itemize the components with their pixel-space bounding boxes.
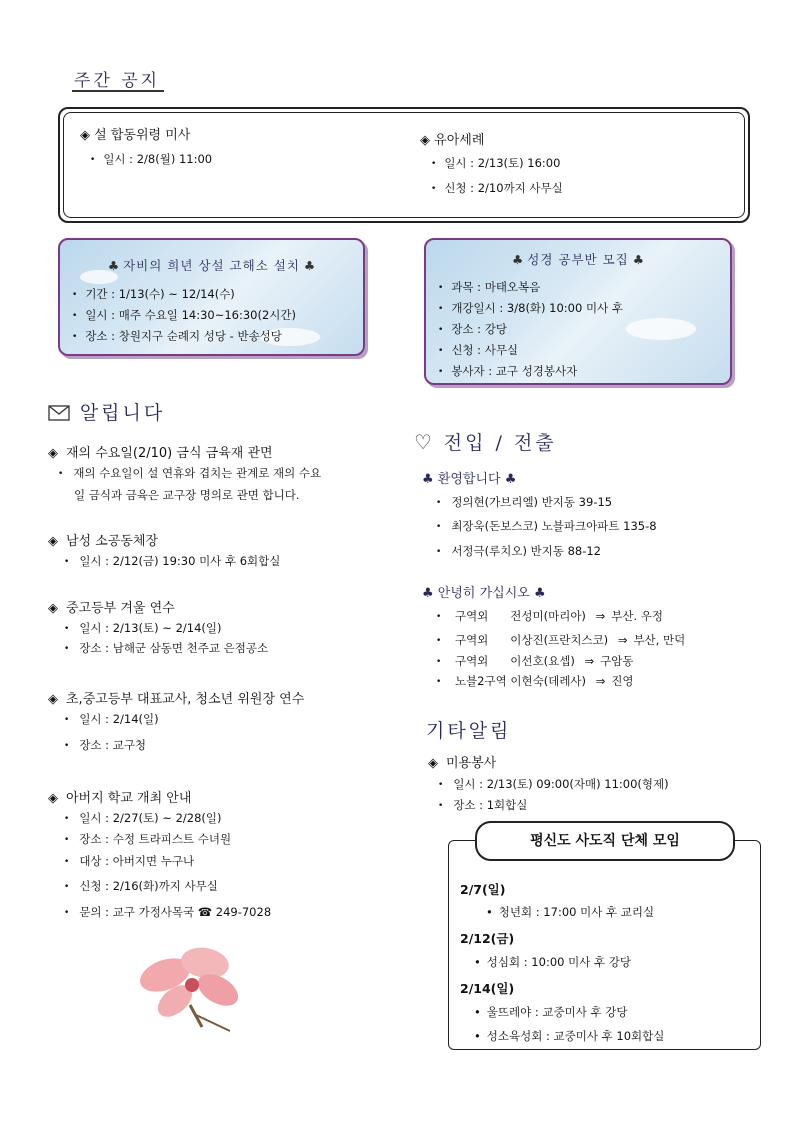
confession-item: • 기간 : 1/13(수) ~ 12/14(수) [72, 286, 235, 302]
club-icon: ♣ [422, 472, 434, 487]
schedule-event: • 울뜨레야 : 교중미사 후 강당 [474, 1004, 628, 1020]
flower-decoration [626, 318, 696, 340]
announce-text-line: • 재의 수요일이 설 연휴와 겹치는 관계로 재의 수요 [58, 465, 321, 481]
other-item: • 일시 : 2/13(토) 09:00(자매) 11:00(형제) [438, 776, 669, 792]
schedule-date: 2/12(금) [460, 931, 515, 946]
announce-heading: ◈ 아버지 학교 개최 안내 [48, 787, 191, 806]
arrow-icon: ⇒ [617, 633, 628, 647]
bible-study-item: • 개강일시 : 3/8(화) 10:00 미사 후 [438, 300, 623, 316]
other-notices-title: 기타알림 [426, 720, 512, 742]
announce-item: • 일시 : 2/12(금) 19:30 미사 후 6회합실 [64, 553, 280, 569]
schedule-date: 2/7(일) [460, 882, 506, 897]
farewell-item: • 구역외 이상진(프란치스코) ⇒ 부산, 만덕 [436, 632, 685, 648]
confession-box-title: ♣ 자비의 희년 상설 고해소 설치 ♣ [107, 258, 316, 273]
title-underline [72, 90, 164, 92]
bible-study-title: ♣ 성경 공부반 모집 ♣ [512, 252, 644, 267]
announce-heading: ◈ 재의 수요일(2/10) 금식 금육재 관면 [48, 442, 273, 461]
arrow-icon: ⇒ [595, 609, 606, 623]
weekly-notice-title: 주간 공지 [74, 71, 161, 91]
announce-item: • 일시 : 2/27(토) ~ 2/28(일) [64, 810, 221, 826]
announce-item: • 일시 : 2/13(토) ~ 2/14(일) [64, 620, 221, 636]
farewell-item: • 노블2구역 이현숙(데레사) ⇒ 진영 [436, 673, 634, 689]
announcements-title: 알립니다 [79, 402, 166, 424]
announce-item: • 장소 : 수정 트라피스트 수녀원 [64, 831, 231, 847]
club-icon: ♣ [422, 586, 434, 601]
announce-item: • 장소 : 교구청 [64, 737, 146, 753]
announce-heading: ◈ 남성 소공동체장 [48, 530, 158, 549]
move-title: 전입 / 전출 [443, 432, 557, 454]
farewell-heading: ♣ 안녕히 가십시오 ♣ [422, 586, 546, 601]
bible-study-item: • 신청 : 사무실 [438, 342, 518, 358]
welcome-item: • 정의현(가브리엘) 반지동 39-15 [436, 494, 612, 510]
arrow-icon: ⇒ [584, 654, 595, 668]
envelope-icon [48, 405, 70, 421]
move-header [414, 428, 557, 455]
schedule-event: • 청년회 : 17:00 미사 후 교리실 [486, 904, 654, 920]
welcome-item: • 최장욱(돈보스코) 노블파크아파트 135-8 [436, 518, 657, 534]
diamond-bullet-icon: ◈ [420, 133, 430, 148]
bible-study-item: • 장소 : 강당 [438, 321, 507, 337]
confession-notice-box [58, 238, 365, 356]
bible-study-item: • 과목 : 마태오복음 [438, 279, 540, 295]
club-icon: ♣ [632, 252, 644, 267]
weekly-left-item: • 일시 : 2/8(월) 11:00 [90, 151, 212, 167]
weekly-left-heading: ◈ 설 합동위령 미사 [80, 128, 191, 143]
announce-heading: ◈ 중고등부 겨울 연수 [48, 597, 175, 616]
schedule-date: 2/14(일) [460, 981, 515, 996]
weekly-right-heading: ◈ 유아세례 [420, 133, 485, 148]
schedule-event: • 성소육성회 : 교중미사 후 10회합실 [474, 1028, 664, 1044]
announce-text-line: 일 금식과 금육은 교구장 명의로 관면 합니다. [74, 488, 300, 502]
heart-icon: ♡ [414, 430, 432, 454]
diamond-bullet-icon: ◈ [80, 128, 90, 143]
club-icon: ♣ [303, 258, 316, 273]
announce-heading: ◈ 초,중고등부 대표교사, 청소년 위원장 연수 [48, 688, 304, 707]
schedule-title: 평신도 사도직 단체 모임 [475, 821, 735, 861]
announcements-header [48, 398, 165, 425]
announce-item: • 신청 : 2/16(화)까지 사무실 [64, 878, 218, 894]
other-item: • 장소 : 1회합실 [438, 797, 527, 813]
arrow-icon: ⇒ [595, 674, 606, 688]
welcome-item: • 서정극(루치오) 반지동 88-12 [436, 543, 601, 559]
bible-study-item: • 봉사자 : 교구 성경봉사자 [438, 363, 577, 379]
club-icon: ♣ [533, 586, 546, 601]
announce-item: • 문의 : 교구 가정사목국 ☎ 249-7028 [64, 904, 271, 920]
weekly-right-item: • 신청 : 2/10까지 사무실 [431, 180, 563, 196]
announce-item: • 대상 : 아버지면 누구나 [64, 853, 194, 869]
club-icon: ♣ [107, 258, 120, 273]
confession-item: • 일시 : 매주 수요일 14:30~16:30(2시간) [72, 307, 296, 323]
bible-study-box [424, 238, 732, 385]
welcome-heading: ♣ 환영합니다 ♣ [422, 472, 517, 487]
schedule-event: • 성심회 : 10:00 미사 후 강당 [474, 954, 631, 970]
weekly-right-item: • 일시 : 2/13(토) 16:00 [431, 155, 560, 171]
club-icon: ♣ [512, 252, 524, 267]
announce-item: • 일시 : 2/14(일) [64, 711, 159, 727]
farewell-item: • 구역외 이선호(요셉) ⇒ 구암동 [436, 653, 633, 669]
club-icon: ♣ [504, 472, 517, 487]
announce-item: • 장소 : 남해군 삼동면 천주교 은점공소 [64, 640, 268, 656]
blossom-illustration [130, 935, 260, 1035]
other-heading: ◈ 미용봉사 [428, 752, 496, 771]
confession-item: • 장소 : 창원지구 순례지 성당 - 반송성당 [72, 328, 282, 344]
farewell-item: • 구역외 전성미(마리아) ⇒ 부산. 우정 [436, 608, 663, 624]
